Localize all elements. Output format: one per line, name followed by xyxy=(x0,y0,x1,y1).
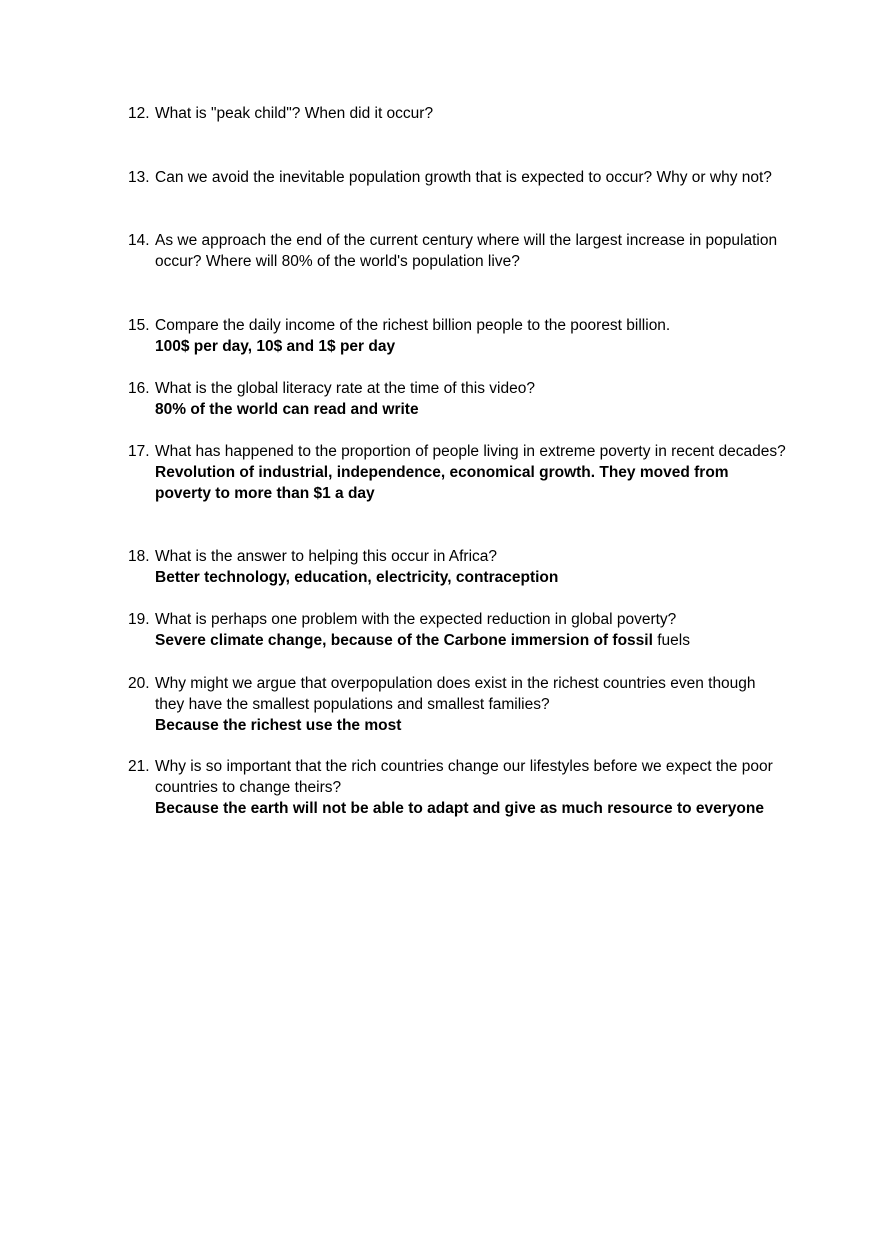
question-text: What is the global literacy rate at the time of this video? xyxy=(155,380,535,397)
answer-text: 80% of the world can read and write xyxy=(155,401,419,418)
question-text: What is the answer to helping this occur in Africa? xyxy=(155,548,498,565)
question-text: As we approach the end of the current century where will the largest increase in population occur? Where will 80% of the world's population live? xyxy=(155,232,778,270)
question-number: 15. xyxy=(128,317,150,334)
question-number: 16. xyxy=(128,380,150,397)
answer-text: Revolution of industrial, independence, economical growth. They moved from poverty to more than $1 a day xyxy=(155,464,729,502)
question-text: Why is so important that the rich countries change our lifestyles before we expect the poor countries to change theirs? xyxy=(155,758,773,796)
question-number: 12. xyxy=(128,105,150,122)
answer-text: 100$ per day, 10$ and 1$ per day xyxy=(155,338,396,355)
answer-tail-text: fuels xyxy=(652,632,690,649)
question-number: 17. xyxy=(128,443,150,460)
question-12 xyxy=(128,103,788,124)
answer-text: Because the earth will not be able to adapt and give as much resource to everyone xyxy=(155,800,764,817)
question-number: 14. xyxy=(128,232,150,249)
question-text: Can we avoid the inevitable population growth that is expected to occur? Why or why not? xyxy=(155,169,772,186)
question-text: What has happened to the proportion of people living in extreme poverty in recent decades? xyxy=(155,443,786,460)
answer-text: Because the richest use the most xyxy=(155,717,402,734)
question-number: 21. xyxy=(128,758,150,775)
question-17 xyxy=(128,441,788,504)
question-text: What is perhaps one problem with the expected reduction in global poverty? xyxy=(155,611,677,628)
question-number: 18. xyxy=(128,548,150,565)
question-text: What is "peak child"? When did it occur? xyxy=(155,105,434,122)
question-text: Compare the daily income of the richest billion people to the poorest billion. xyxy=(155,317,671,334)
question-number: 13. xyxy=(128,169,150,186)
question-15 xyxy=(128,315,788,357)
question-text: Why might we argue that overpopulation does exist in the richest countries even though they have the smallest populations and smallest families? xyxy=(155,675,756,713)
question-number: 19. xyxy=(128,611,150,628)
answer-text: Better technology, education, electricity, contraception xyxy=(155,569,559,586)
question-20 xyxy=(128,673,788,736)
answer-line xyxy=(155,630,788,651)
question-21 xyxy=(128,756,788,819)
question-13 xyxy=(128,167,788,188)
answer-text: Severe climate change, because of the Carbone immersion of fossil xyxy=(155,632,653,649)
question-16 xyxy=(128,378,788,420)
question-number: 20. xyxy=(128,675,150,692)
question-14 xyxy=(128,230,788,272)
question-19 xyxy=(128,609,788,651)
question-18 xyxy=(128,546,788,588)
